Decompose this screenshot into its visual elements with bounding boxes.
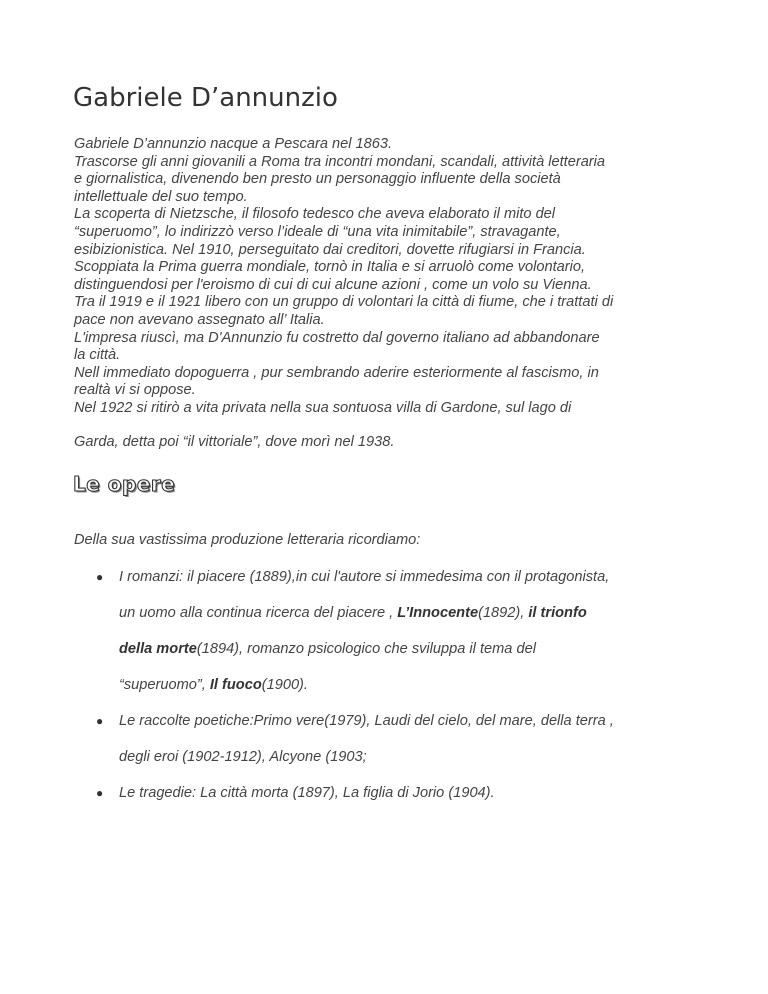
bio-line: esibizionistica. Nel 1910, perseguitato dai creditori, dovette rifugiarsi in Francia. — [74, 241, 586, 258]
bio-line: Gabriele D’annunzio nacque a Pescara nel 1863. — [74, 136, 393, 152]
works-intro: Della sua vastissima produzione letteraria ricordiamo: — [74, 532, 421, 548]
work-line: degli eroi (1902-1912), Alcyone (1903; — [119, 749, 367, 765]
bio-line: La scoperta di Nietzsche, il filosofo tedesco che aveva elaborato il mito del — [74, 206, 556, 223]
paragraph-gap — [74, 418, 714, 434]
work-text: (1892), — [478, 605, 529, 621]
work-line: I romanzi: il piacere (1889),in cui l'autore si immedesima con il protagonista, — [119, 569, 610, 585]
biography-text — [74, 136, 714, 451]
work-title: L’Innocente — [397, 605, 479, 621]
list-item-tragedie — [96, 784, 614, 802]
list-item-poetiche — [96, 712, 614, 766]
work-text: (1900). — [261, 677, 308, 693]
work-line: Le tragedie: La città morta (1897), La figlia di Jorio (1904). — [119, 785, 495, 801]
bio-line: Nel 1922 si ritirò a vita privata nella sua sontuosa villa di Gardone, sul lago di — [74, 399, 572, 416]
bio-line: Trascorse gli anni giovanili a Roma tra incontri mondani, scandali, attività letteraria — [74, 153, 606, 170]
bio-line: pace non avevano assegnato all’ Italia. — [74, 311, 325, 328]
work-text: “superuomo”, — [119, 677, 210, 693]
document-title: Gabriele D’annunzio — [73, 83, 338, 113]
bio-line: L'impresa riuscì, ma D'Annunzio fu costretto dal governo italiano ad abbandonare — [74, 329, 600, 346]
bio-line: intellettuale del suo tempo. — [74, 188, 248, 205]
works-list — [96, 568, 614, 820]
bio-line: Tra il 1919 e il 1921 libero con un gruppo di volontari la città di fiume, che i trattati di — [74, 294, 614, 311]
list-item-romanzi — [96, 568, 614, 694]
bullet-icon: ● — [96, 714, 104, 728]
bio-line: Nell immediato dopoguerra , pur sembrando aderire esteriormente al fascismo, in — [74, 364, 599, 381]
work-title: della morte — [119, 641, 197, 657]
work-text: un uomo alla continua ricerca del piacere , — [119, 605, 398, 621]
bio-line: e giornalistica, divenendo ben presto un personaggio influente della società — [74, 171, 561, 188]
work-text: (1894), romanzo psicologico che sviluppa il tema del — [196, 641, 536, 657]
work-title: il trionfo — [528, 605, 587, 621]
section-heading: Le opere — [73, 472, 176, 496]
bullet-icon: ● — [96, 786, 104, 800]
bullet-icon: ● — [96, 570, 104, 584]
bio-line: realtà vi si oppose. — [74, 382, 196, 399]
bio-line: “superuomo”, lo indirizzò verso l’ideale di “una vita inimitabile”, stravagante, — [74, 223, 561, 240]
bio-line: distinguendosi per l'eroismo di cui di cui alcune azioni , come un volo su Vienna. — [74, 276, 592, 293]
bio-line: Scoppiata la Prima guerra mondiale, tornò in Italia e si arruolò come volontario, — [74, 259, 586, 276]
work-title: Il fuoco — [209, 677, 262, 693]
work-line — [119, 604, 614, 622]
work-line: Le raccolte poetiche:Primo vere(1979), Laudi del cielo, del mare, della terra , — [119, 713, 614, 729]
work-line — [119, 640, 614, 658]
bio-line: la città. — [74, 347, 121, 364]
work-line — [119, 676, 614, 694]
bio-line: Garda, detta poi “il vittoriale”, dove morì nel 1938. — [74, 433, 395, 450]
